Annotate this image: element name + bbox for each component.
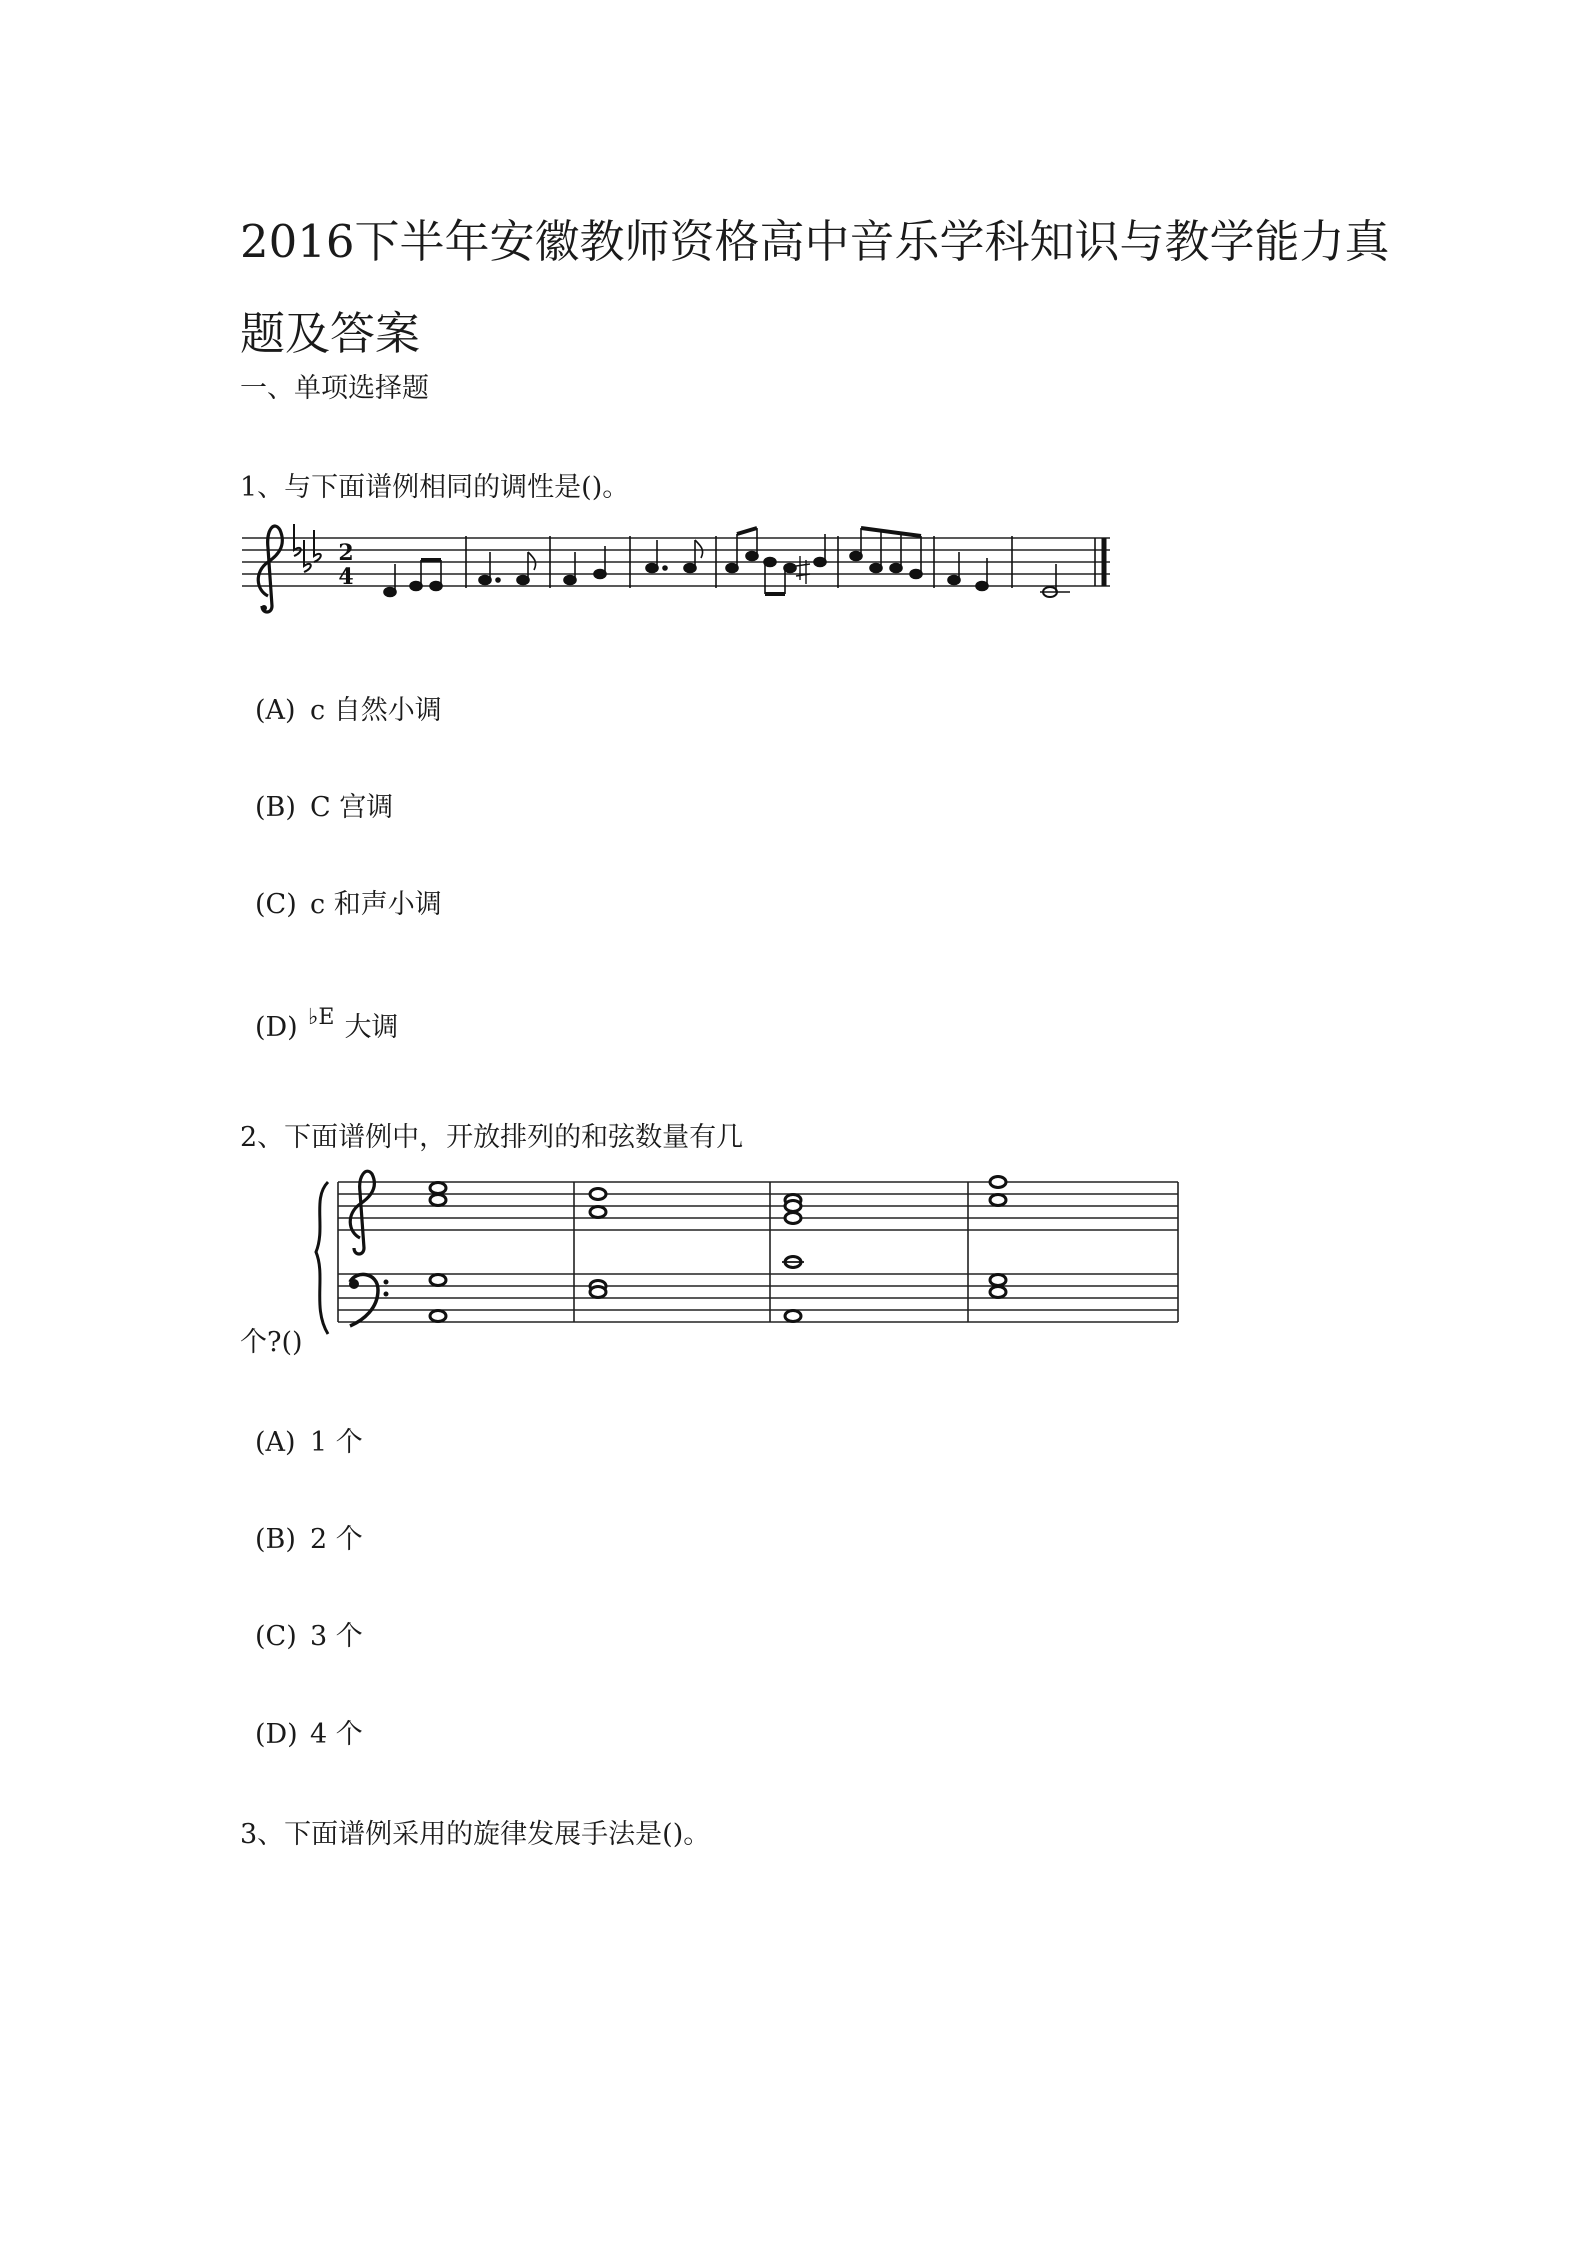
treble-clef-icon [350, 1171, 374, 1254]
question-1-score [240, 518, 1120, 618]
question-2-stem: 2、下面谱例中，开放排列的和弦数量有几 [240, 1122, 744, 1153]
question-1-option-d: (D) ♭E 大调 [255, 1005, 399, 1043]
question-1-option-b: (B) C 宫调 [255, 792, 394, 823]
brace-icon [316, 1182, 328, 1334]
treble-clef-icon [258, 526, 282, 612]
question-2-option-b: (B) 2 个 [255, 1524, 363, 1555]
question-2-score [308, 1168, 1188, 1348]
time-signature-top: 2 [338, 540, 354, 566]
time-signature-bottom: 4 [338, 564, 354, 590]
question-2-option-c: (C) 3 个 [255, 1621, 363, 1652]
question-2-option-a: (A) 1 个 [255, 1427, 363, 1458]
question-1-stem: 1、与下面谱例相同的调性是()。 [240, 472, 630, 503]
document-title: 2016下半年安徽教师资格高中音乐学科知识与教学能力真题及答案 [240, 215, 1390, 360]
bass-clef-icon [349, 1274, 389, 1326]
question-1-option-a: (A) c 自然小调 [255, 695, 442, 726]
question-1-option-c: (C) c 和声小调 [255, 889, 442, 920]
section-heading: 一、单项选择题 [240, 373, 429, 404]
key-signature-flat-icons [294, 524, 321, 572]
question-2-option-d: (D) 4 个 [255, 1719, 363, 1750]
question-3-stem: 3、下面谱例采用的旋律发展手法是()。 [240, 1819, 711, 1850]
question-2-stem-tail: 个?() [240, 1327, 303, 1358]
flat-e-label: ♭E [308, 1005, 335, 1030]
chord-notes [430, 1177, 1006, 1322]
